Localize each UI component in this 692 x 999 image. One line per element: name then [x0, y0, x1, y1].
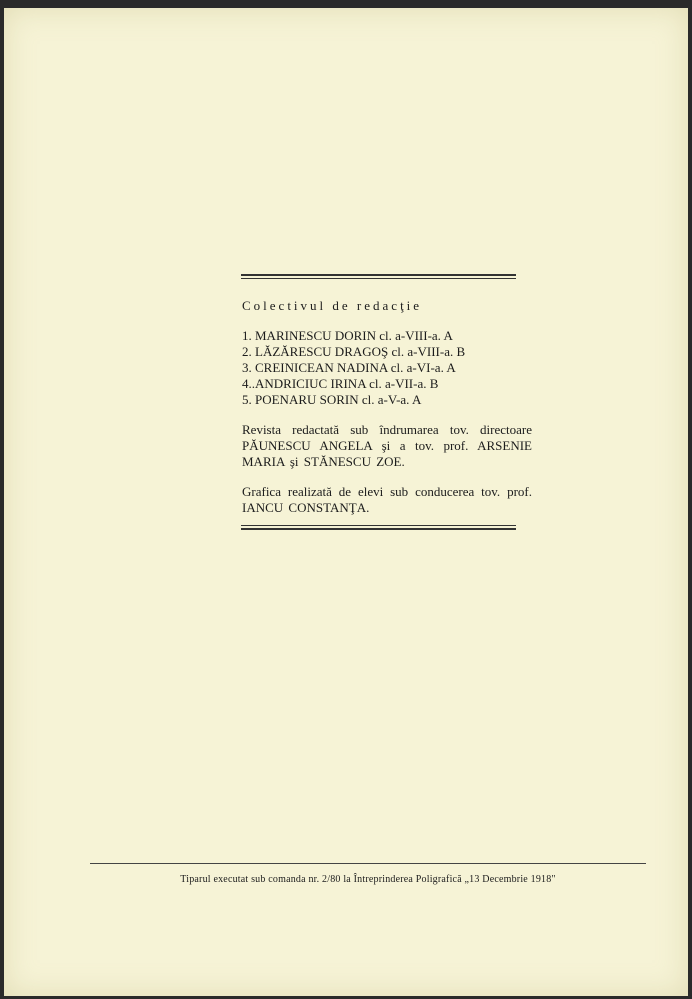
- printing-note: Tiparul executat sub comanda nr. 2/80 la Întreprinderea Poligrafică „13 Decembrie 1918": [180, 874, 556, 885]
- editorial-note: Revista redactată sub îndrumarea tov. directoare PĂUNESCU ANGELA şi a tov. prof. ARSENIE MARIA şi STĂNESCU ZOE.: [242, 422, 532, 469]
- list-item: 5. POENARU SORIN cl. a-V-a. A: [242, 392, 422, 407]
- list-item: 4..ANDRICIUC IRINA cl. a-VII-a. B: [242, 376, 439, 391]
- list-item: 3. CREINICEAN NADINA cl. a-VI-a. A: [242, 360, 456, 375]
- graphics-note: Grafica realizată de elevi sub conducerea tov. prof. IANCU CONSTANŢA.: [242, 484, 532, 515]
- list-item: 1. MARINESCU DORIN cl. a-VIII-a. A: [242, 328, 453, 343]
- bottom-double-rule: [241, 525, 516, 532]
- masthead-heading: Colectivul de redacţie: [242, 298, 423, 313]
- members-list: [242, 328, 532, 408]
- list-item: 2. LĂZĂRESCU DRAGOŞ cl. a-VIII-a. B: [242, 344, 466, 359]
- top-double-rule: [241, 274, 516, 281]
- footer-rule: [90, 863, 646, 864]
- masthead: [242, 298, 532, 516]
- page: [4, 8, 688, 996]
